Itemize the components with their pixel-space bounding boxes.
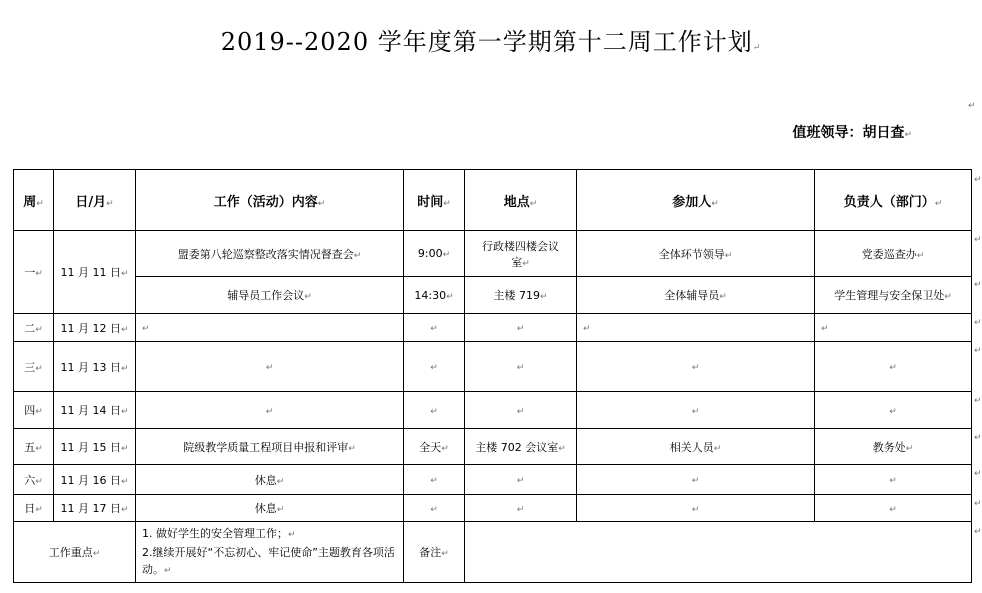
date-cell: 11 月 15 日↵ [54,429,136,465]
participants-cell: ↵ [577,465,815,495]
participants-cell: ↵ [577,314,815,342]
notes-cell [465,522,972,583]
date-cell: 11 月 12 日↵ [54,314,136,342]
day-cell: 二↵ [14,314,54,342]
participants-cell: ↵ [577,392,815,429]
page-title: 2019--2020 学年度第一学期第十二周工作计划↵ [220,28,762,56]
header-work: 工作（活动）内容↵ [136,170,404,231]
participants-cell: 全体环节领导↵ [577,231,815,277]
table-row [14,342,972,392]
row-end-mark: ↵ [974,396,982,406]
day-cell: 日↵ [14,495,54,522]
time-cell: ↵ [404,314,465,342]
row-end-mark: ↵ [974,499,982,509]
owner-cell: ↵ [815,495,972,522]
work-cell: 盟委第八轮巡察整改落实情况督查会↵ [136,231,404,277]
owner-cell: ↵ [815,392,972,429]
work-cell: 辅导员工作会议↵ [136,277,404,314]
work-cell: 院级教学质量工程项目申报和评审↵ [136,429,404,465]
time-cell: 9:00↵ [404,231,465,277]
place-cell: ↵ [465,465,577,495]
header-time: 时间↵ [404,170,465,231]
paragraph-mark: ↵ [968,101,976,111]
work-cell: ↵ [136,392,404,429]
time-cell: ↵ [404,465,465,495]
row-end-mark: ↵ [974,280,982,290]
header-date: 日/月↵ [54,170,136,231]
day-cell: 六↵ [14,465,54,495]
owner-cell: ↵ [815,314,972,342]
place-cell: ↵ [465,314,577,342]
day-cell: 五↵ [14,429,54,465]
header-participants: 参加人↵ [577,170,815,231]
participants-cell: 全体辅导员↵ [577,277,815,314]
footer-row [14,522,972,583]
schedule-table [13,169,972,583]
table-row [14,392,972,429]
row-end-mark: ↵ [974,433,982,443]
work-cell: 休息↵ [136,465,404,495]
participants-cell: ↵ [577,495,815,522]
participants-cell: 相关人员↵ [577,429,815,465]
day-cell: 四↵ [14,392,54,429]
footer-label: 工作重点↵ [14,522,136,583]
header-week: 周↵ [14,170,54,231]
key-tasks: 1. 做好学生的安全管理工作；↵ 2.继续开展好“不忘初心、牢记使命”主题教育各项活动。↵ [136,522,404,583]
time-cell: 14:30↵ [404,277,465,314]
notes-label: 备注↵ [404,522,465,583]
day-cell: 三↵ [14,342,54,392]
header-owner: 负责人（部门）↵ [815,170,972,231]
date-cell: 11 月 16 日↵ [54,465,136,495]
table-row [14,429,972,465]
date-cell: 11 月 14 日↵ [54,392,136,429]
header-place: 地点↵ [465,170,577,231]
time-cell: ↵ [404,392,465,429]
participants-cell: ↵ [577,342,815,392]
table-row [14,314,972,342]
time-cell: ↵ [404,495,465,522]
date-cell: 11 月 17 日↵ [54,495,136,522]
table-row [14,495,972,522]
work-cell: ↵ [136,342,404,392]
place-cell: 行政楼四楼会议室↵ [465,231,577,277]
table-row [14,231,972,277]
work-cell: 休息↵ [136,495,404,522]
table-row [14,277,972,314]
place-cell: 主楼 702 会议室↵ [465,429,577,465]
table-row [14,465,972,495]
place-cell: ↵ [465,392,577,429]
duty-leader: 值班领导：胡日查↵ [792,125,912,141]
owner-cell: 党委巡查办↵ [815,231,972,277]
header-row [14,170,972,231]
work-cell: ↵ [136,314,404,342]
place-cell: ↵ [465,342,577,392]
place-cell: 主楼 719↵ [465,277,577,314]
date-cell: 11 月 13 日↵ [54,342,136,392]
place-cell: ↵ [465,495,577,522]
date-cell: 11 月 11 日↵ [54,231,136,314]
day-cell: 一↵ [14,231,54,314]
owner-cell: 教务处↵ [815,429,972,465]
row-end-mark: ↵ [974,469,982,479]
owner-cell: 学生管理与安全保卫处↵ [815,277,972,314]
row-end-mark: ↵ [974,527,982,537]
owner-cell: ↵ [815,342,972,392]
row-end-mark: ↵ [974,175,982,185]
row-end-mark: ↵ [974,346,982,356]
owner-cell: ↵ [815,465,972,495]
time-cell: ↵ [404,342,465,392]
time-cell: 全天↵ [404,429,465,465]
row-end-mark: ↵ [974,318,982,328]
row-end-mark: ↵ [974,235,982,245]
